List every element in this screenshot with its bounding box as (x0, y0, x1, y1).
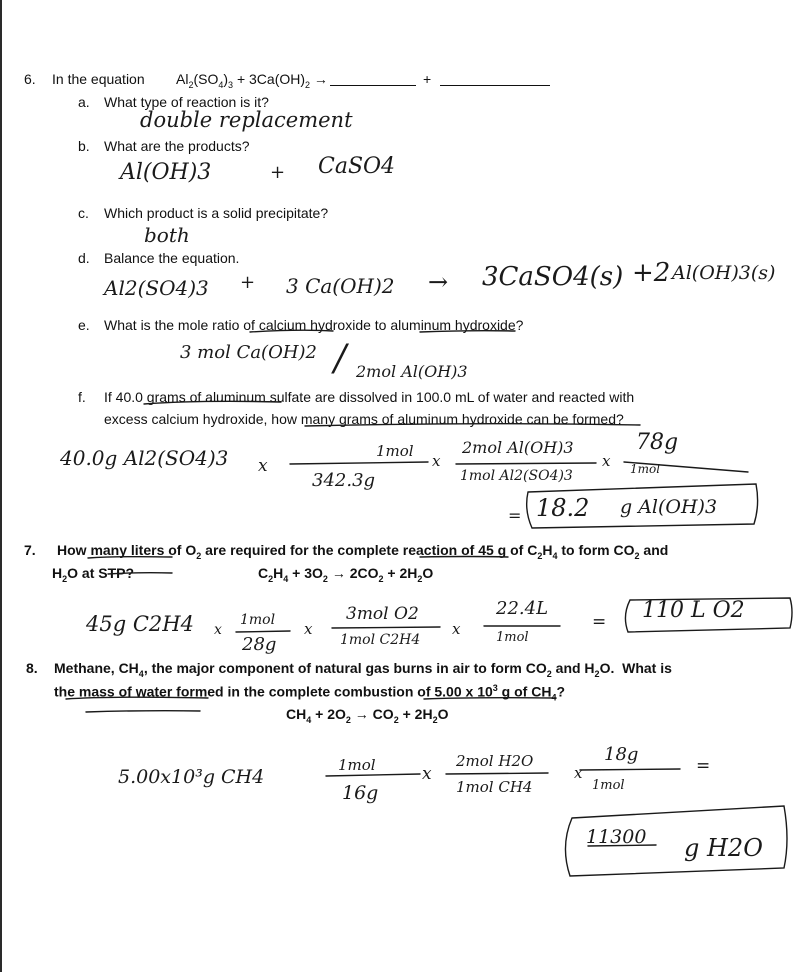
q8-fraction-bar-1 (326, 774, 420, 776)
q8-number: 8. (26, 660, 38, 676)
q7-answer: 110 L O2 (642, 598, 745, 623)
q7-factor2-num: 3mol O2 (346, 604, 419, 624)
q6f-underline-1 (144, 401, 281, 404)
q6f-question-line1: If 40.0 grams of aluminum sulfate are dissolved in 100.0 mL of water and reacted with (104, 389, 635, 405)
q7-factor3-den: 1mol (496, 630, 529, 645)
q6f-fraction-bar-3 (624, 462, 748, 472)
q7-underline-3 (420, 557, 508, 558)
q8-factor2-den: 1mol CH4 (456, 778, 533, 796)
q7-equation: $C_2H_4 + 3O_2 \to 2CO_2 + 2H_2O$ (258, 565, 434, 584)
q6c-label: c. (78, 205, 89, 221)
q8-underline-1 (66, 697, 208, 699)
q7-fraction-bar-2 (332, 627, 440, 628)
q7-question-line2: $H_2O$ at STP? (52, 565, 135, 584)
q8-question-line2: the mass of water formed in the complete combustion of 5.00 x $10^3$ g of $CH_4$? (54, 683, 566, 703)
q8-factor3-num: 18g (604, 744, 639, 765)
q6f-factor2-den: 1mol Al2(SO4)3 (460, 468, 573, 484)
q8-factor1-num: 1mol (338, 756, 376, 774)
q6b-answer-1: Al(OH)3 (120, 160, 212, 185)
q6f-factor3-den: 1mol (630, 462, 661, 476)
q6a-answer: double replacement (140, 108, 353, 132)
q8-factor3-den: 1mol (592, 778, 625, 793)
q7-times-1: x (214, 622, 222, 638)
q8-underline-3 (424, 698, 556, 699)
q7-factor1-den: 28g (242, 634, 277, 655)
q6f-given: 40.0g Al2(SO4)3 (60, 446, 229, 470)
q6f-factor1-den: 342.3g (312, 470, 376, 491)
q8-equals: = (696, 756, 711, 776)
q6e-denominator: 2mol Al(OH)3 (356, 362, 468, 381)
q6f-fraction-bar-2 (456, 463, 596, 464)
q8-fraction-bar-2 (446, 773, 548, 774)
q7-question: How many liters of $O_2$ are required for the complete reaction of 45 g of $C_2H_4$ to form $CO_2$ and (57, 542, 669, 561)
q8-underline-2 (86, 711, 200, 712)
q6e-underline-1 (250, 330, 333, 332)
q6f-label: f. (78, 389, 86, 405)
q6-plus: + (423, 71, 432, 87)
q6f-times-3: x (602, 452, 611, 470)
q8-answer-underline (588, 845, 656, 846)
q8-factor1-den: 16g (342, 782, 379, 804)
q7-underline-2 (108, 573, 172, 574)
q6a-question: What type of reaction is it? (104, 94, 269, 110)
q8-factor2-num: 2mol H2O (456, 752, 534, 770)
q6f-factor2-num: 2mol Al(OH)3 (462, 438, 574, 457)
q7-given: 45g C2H4 (86, 612, 194, 636)
q6d-arrow: → (428, 268, 449, 296)
q7-factor2-den: 1mol C2H4 (340, 632, 421, 648)
q6-stem: In the equation (52, 71, 145, 87)
q6e-slash: / (334, 338, 347, 379)
q6b-answer-2: CaSO4 (318, 154, 396, 179)
q7-times-2: x (304, 620, 313, 638)
q6f-answer-box (527, 484, 758, 528)
q7-answer-box (625, 598, 792, 632)
q6b-question: What are the products? (104, 138, 250, 154)
q6e-underline-2 (420, 331, 515, 332)
q7-equals: = (592, 612, 607, 632)
q7-factor3-num: 22.4L (496, 598, 549, 619)
q8-answer-box (565, 806, 787, 876)
q8-equation: $CH_4 + 2O_2 \to CO_2 + 2H_2O$ (286, 706, 449, 725)
q6d-plus-2: +2 (632, 258, 671, 288)
q6f-times-2: x (432, 452, 441, 470)
q6-number: 6. (24, 71, 36, 87)
q6c-question: Which product is a solid precipitate? (104, 205, 329, 221)
q6f-factor3-num: 78g (636, 430, 679, 455)
q6f-equals: = (508, 506, 522, 525)
q6f-factor1-num: 1mol (376, 442, 414, 460)
q6d-left-2: 3 Ca(OH)2 (286, 274, 395, 298)
q6-equation: $Al_2(SO_4)_3 + 3Ca(OH)_2$ → (176, 71, 328, 90)
q6c-answer: both (144, 223, 190, 247)
q6f-answer-value: 18.2 (536, 494, 590, 522)
q6f-answer-unit: g Al(OH)3 (620, 496, 718, 518)
q6d-plus-1: + (240, 272, 256, 293)
q6f-question-line2: excess calcium hydroxide, how many grams of aluminum hydroxide can be formed? (104, 411, 624, 427)
q6e-question: What is the mole ratio of calcium hydroxide to aluminum hydroxide? (104, 317, 524, 333)
q8-times-3: x (574, 764, 583, 782)
q6a-label: a. (78, 94, 90, 110)
q6d-right-1: 3CaSO4(s) (482, 262, 624, 292)
q7-underline-1 (88, 557, 172, 558)
q7-factor1-num: 1mol (240, 612, 276, 628)
q8-answer-unit: g H2O (684, 834, 763, 862)
q7-times-3: x (452, 620, 461, 638)
q6f-fraction-bar-1 (290, 462, 428, 464)
q6e-numerator: 3 mol Ca(OH)2 (180, 342, 318, 363)
q6f-times-1: x (258, 456, 268, 476)
q6d-question: Balance the equation. (104, 250, 240, 266)
q6d-left-1: Al2(SO4)3 (104, 276, 209, 300)
q8-times-2: x (422, 764, 432, 784)
q6d-label: d. (78, 250, 90, 266)
q6e-label: e. (78, 317, 90, 333)
q6b-plus: + (270, 162, 286, 183)
q8-fraction-bar-3 (580, 769, 680, 770)
q7-fraction-bar-1 (236, 631, 290, 632)
q8-answer-value: 11300 (586, 826, 647, 848)
q6b-label: b. (78, 138, 90, 154)
q8-question: Methane, $CH_4$, the major component of natural gas burns in air to form $CO_2$ and $H_2O$. What is (54, 660, 672, 679)
q6d-right-2: Al(OH)3(s) (672, 262, 776, 284)
q7-number: 7. (24, 542, 36, 558)
q8-given: 5.00x10³g CH4 (118, 766, 265, 788)
q6f-underline-2 (305, 424, 640, 426)
